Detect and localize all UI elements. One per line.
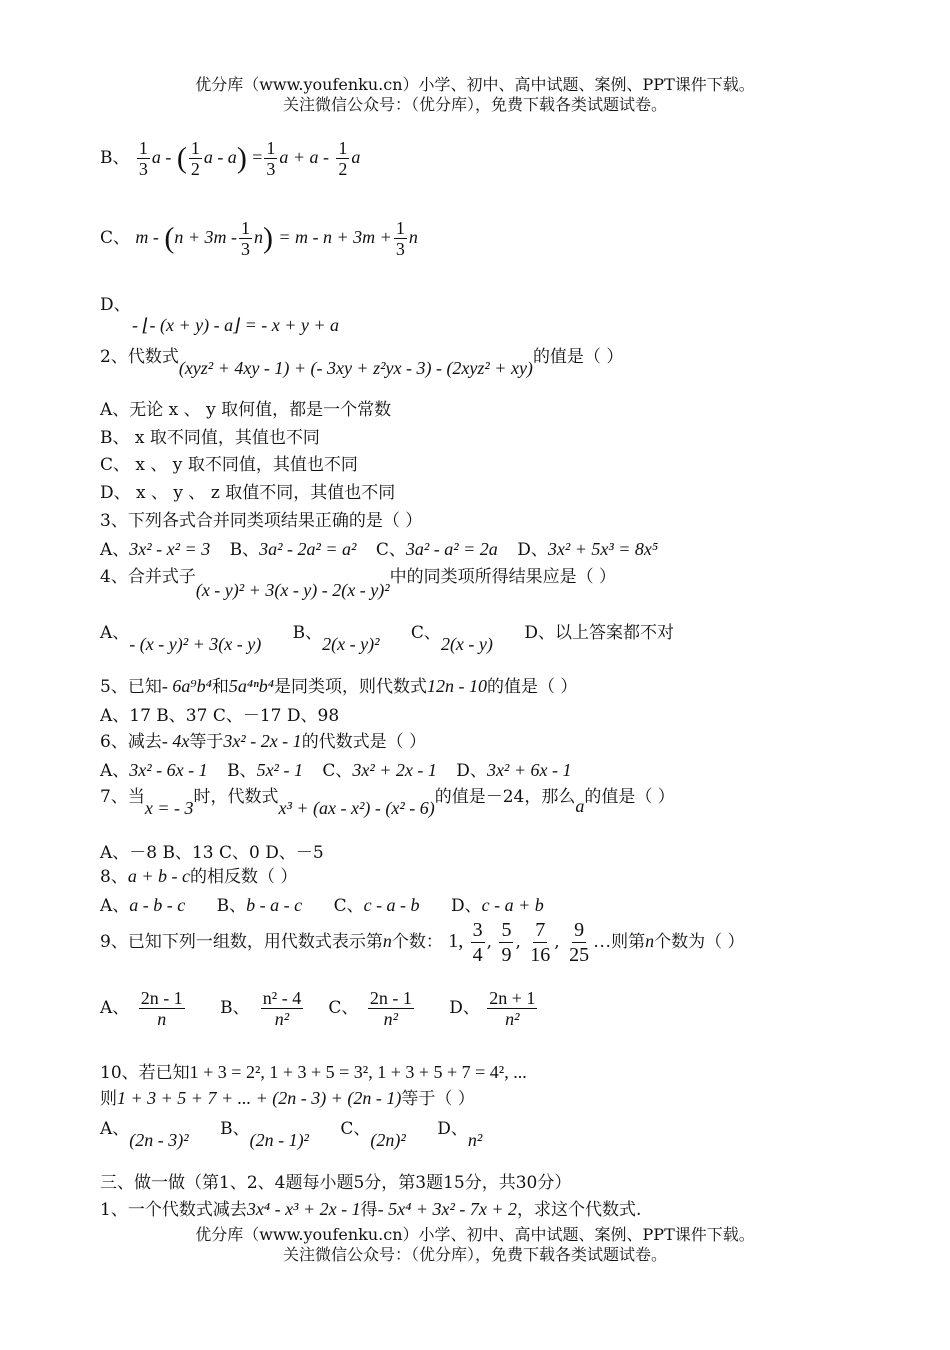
option-label: C、 xyxy=(340,1119,371,1139)
numerator: 2n - 1 xyxy=(369,988,412,1008)
math: 12n - 10 xyxy=(427,676,488,696)
q3-options xyxy=(100,535,658,560)
q7-options: A、－8 B、13 C、0 D、－5 xyxy=(100,843,324,863)
q4-stem xyxy=(100,562,617,600)
stem-text: 则第 xyxy=(611,932,646,952)
math: n xyxy=(382,931,392,951)
math: 2(x - y) xyxy=(440,634,493,654)
math: x³ + (ax - x²) - (x² - 6) xyxy=(278,798,435,818)
footer xyxy=(0,1225,950,1265)
q10-options xyxy=(100,1114,483,1150)
math: - (x - y)² + 3(x - y) xyxy=(129,634,262,654)
option-label: A、 xyxy=(100,540,130,560)
math: a xyxy=(351,147,361,167)
option-label: B、 xyxy=(229,540,260,560)
fraction xyxy=(471,918,485,967)
stem-text: 和 xyxy=(211,677,229,697)
stem-text: 1、一个代数式减去 xyxy=(100,1200,247,1220)
fraction xyxy=(528,918,552,967)
footer-line-1: 优分库（www.youfenku.cn）小学、初中、高中试题、案例、PPT课件下载。 xyxy=(195,1225,755,1244)
option-label: D、 xyxy=(449,998,480,1018)
fraction xyxy=(137,138,150,179)
denominator: n xyxy=(157,1009,167,1029)
math: x = - 3 xyxy=(144,798,194,818)
math: n² xyxy=(467,1130,483,1150)
q1-option-b xyxy=(100,138,360,179)
fraction xyxy=(366,988,416,1029)
header-line-2: 关注微信公众号：（优分库），免费下载各类试题试卷。 xyxy=(282,95,667,114)
numerator: 2n + 1 xyxy=(489,988,536,1008)
denominator: 2 xyxy=(338,159,348,179)
q2-option-a: A、无论 x 、 y 取何值，都是一个常数 xyxy=(100,400,392,420)
math: … xyxy=(593,931,612,951)
paren-right: ) xyxy=(262,221,273,255)
option-label: D、 xyxy=(450,896,482,916)
math: a + a - xyxy=(279,147,330,167)
stem-text: 时，代数式 xyxy=(193,787,279,807)
math: 3x² - 2x - 1 xyxy=(223,731,302,751)
math: 3x² + 5x³ = 8x⁵ xyxy=(547,539,659,559)
math: 3x² + 2x - 1 xyxy=(352,760,437,780)
stem-text: 8、 xyxy=(100,867,128,887)
math: m - xyxy=(135,227,159,247)
q2-option-b: B、 x 取不同值，其值也不同 xyxy=(100,428,320,448)
q2-stem xyxy=(100,342,624,378)
stem-text: 的值是（ ） xyxy=(584,787,675,807)
option-label: D、 xyxy=(437,1119,468,1139)
math: 1 + 3 = 2², 1 + 3 + 5 = 3², 1 + 3 + 5 + 7 = 4², ... xyxy=(189,1062,527,1082)
option-label: B、 xyxy=(292,623,323,643)
numerator: 9 xyxy=(574,919,585,941)
stem-text: 6、减去 xyxy=(100,732,162,752)
math: 1, xyxy=(448,930,464,952)
denominator: 4 xyxy=(472,944,483,966)
numerator: n² - 4 xyxy=(262,988,302,1008)
option-label: C、 xyxy=(328,998,359,1018)
math: 3a² - a² = 2a xyxy=(405,539,498,559)
stem-text: 中的同类项所得结果应是（ ） xyxy=(389,567,617,587)
math: - 5x⁴ + 3x² - 7x + 2 xyxy=(377,1199,517,1219)
denominator: n² xyxy=(383,1009,399,1029)
math: 3x⁴ - x³ + 2x - 1 xyxy=(246,1199,361,1219)
math: - 4x xyxy=(161,731,190,751)
stem-text: ，求这个代数式. xyxy=(517,1200,642,1220)
fraction xyxy=(567,918,591,967)
numerator: 1 xyxy=(266,138,276,158)
q1-option-c xyxy=(100,218,418,259)
stem-text: 9、已知下列一组数，用代数式表示第 xyxy=(100,932,383,952)
option-label: C、 xyxy=(375,540,406,560)
fraction xyxy=(336,138,349,179)
math: a - a xyxy=(203,147,237,167)
stem-text: 个数： xyxy=(391,932,443,952)
fraction xyxy=(499,918,513,967)
numerator: 2n - 1 xyxy=(140,988,183,1008)
denominator: 9 xyxy=(501,944,512,966)
q6-stem xyxy=(100,727,426,752)
fraction xyxy=(264,138,277,179)
stem-text: 的值是（ ） xyxy=(532,347,624,367)
math: (2n)² xyxy=(370,1130,406,1150)
math: (2n - 3)² xyxy=(129,1130,189,1150)
numerator: 7 xyxy=(535,919,546,941)
option-label: A、 xyxy=(100,761,130,781)
math: - ⌊- (x + y) - a⌋ = - x + y + a xyxy=(132,315,340,335)
stem-text: 个数为（ ） xyxy=(654,932,745,952)
stem-text: 的相反数（ ） xyxy=(189,867,298,887)
math: 5x² - 1 xyxy=(256,760,303,780)
q9-stem: 9、已知下列一组数，用代数式表示第n个数： 1, $\frac{3}{4}$ , $\frac{5}{9}$ , $\frac{7}{16}$ , $\frac{9}{25}$ …则第n个数为（ ） xyxy=(100,919,745,966)
option-label: D、 xyxy=(100,295,131,315)
math: a - b - c xyxy=(129,895,186,915)
stem-text: 得 xyxy=(360,1200,378,1220)
denominator: n² xyxy=(274,1009,290,1029)
math: 3x² + 6x - 1 xyxy=(486,760,572,780)
q3-stem: 3、下列各式合并同类项结果正确的是（ ） xyxy=(100,511,423,531)
paren-left: ( xyxy=(176,141,187,175)
stem-text: 2、代数式 xyxy=(100,347,179,367)
option-label: C、 xyxy=(322,761,353,781)
math: = m - n + 3m + xyxy=(278,227,392,247)
option-label: C、 xyxy=(333,896,364,916)
header-line-1: 优分库（www.youfenku.cn）小学、初中、高中试题、案例、PPT课件下载。 xyxy=(195,75,755,94)
option-label: B、 xyxy=(220,998,250,1018)
fraction xyxy=(487,988,537,1029)
option-label: A、 xyxy=(100,1119,130,1139)
stem-text: 7、当 xyxy=(100,787,145,807)
option-label: B、 xyxy=(100,148,130,168)
denominator: 25 xyxy=(569,944,590,966)
numerator: 1 xyxy=(138,138,148,158)
section3-title: 三、做一做（第1、2、4题每小题5分，第3题15分，共30分） xyxy=(100,1173,572,1193)
numerator: 3 xyxy=(472,919,483,941)
footer-line-2: 关注微信公众号：（优分库），免费下载各类试题试卷。 xyxy=(282,1245,667,1264)
numerator: 5 xyxy=(501,919,512,941)
paren-left: ( xyxy=(164,221,175,255)
numerator: 1 xyxy=(190,138,200,158)
option-label: D、 xyxy=(456,761,487,781)
q7-stem xyxy=(100,782,675,818)
stem-text: 等于 xyxy=(189,732,224,752)
math: n xyxy=(253,227,263,247)
denominator: 3 xyxy=(266,159,276,179)
stem-text: 的值是－24，那么 xyxy=(434,787,576,807)
q2-option-d: D、 x 、 y 、 z 取值不同，其值也不同 xyxy=(100,483,396,503)
math: (xyz² + 4xy - 1) + (- 3xy + z²yx - 3) - (2xyz² + xy) xyxy=(178,358,533,378)
math: (x - y)² + 3(x - y) - 2(x - y)² xyxy=(195,580,390,600)
denominator: n² xyxy=(505,1009,520,1029)
math: = xyxy=(252,147,263,167)
fraction xyxy=(257,988,307,1029)
option-label: A、 xyxy=(100,998,130,1018)
stem-text: 5、已知 xyxy=(100,677,162,697)
math: b - a - c xyxy=(246,895,303,915)
stem-text: 4、合并式子 xyxy=(100,567,196,587)
denominator: 2 xyxy=(190,159,200,179)
q8-stem xyxy=(100,862,297,887)
denominator: 3 xyxy=(240,239,250,259)
stem-text: 是同类项，则代数式 xyxy=(274,677,428,697)
denominator: 3 xyxy=(395,239,405,259)
numerator: 1 xyxy=(240,218,250,238)
option-label: B、 xyxy=(216,896,247,916)
q10-stem xyxy=(100,1058,527,1083)
option-label: A、 xyxy=(100,896,130,916)
option-label: B、 xyxy=(227,761,257,781)
numerator: 1 xyxy=(395,218,405,238)
math: 3a² - 2a² = a² xyxy=(259,539,357,559)
section3-q1 xyxy=(100,1195,641,1220)
option-label: B、 xyxy=(220,1119,250,1139)
numerator: 1 xyxy=(338,138,348,158)
stem-text: 的值是（ ） xyxy=(487,677,578,697)
math: n xyxy=(408,227,418,247)
option-label: D、 xyxy=(517,540,548,560)
stem-text: 10、若已知 xyxy=(100,1063,190,1083)
paren-right: ) xyxy=(236,141,247,175)
denominator: 3 xyxy=(138,159,148,179)
math: 1 + 3 + 5 + 7 + ... + (2n - 3) + (2n - 1) xyxy=(117,1088,402,1108)
math: - 6a⁹b⁴ xyxy=(161,676,212,696)
stem-text: 则 xyxy=(100,1089,117,1109)
fraction xyxy=(239,218,252,259)
math: a + b - c xyxy=(127,866,190,886)
option-label: C、 xyxy=(100,228,131,248)
q8-options xyxy=(100,891,544,916)
math: 2(x - y)² xyxy=(322,634,380,654)
math: (2n - 1)² xyxy=(249,1130,309,1150)
q9-options xyxy=(100,988,539,1029)
math: n xyxy=(645,931,655,951)
q1-option-d xyxy=(100,290,339,336)
math: n + 3m - xyxy=(174,227,237,247)
math: c - a - b xyxy=(363,895,420,915)
q5-options: A、17 B、37 C、－17 D、98 xyxy=(100,706,340,726)
fraction xyxy=(137,988,187,1029)
option-label: C、 xyxy=(410,623,441,643)
stem-text: 等于（ ） xyxy=(401,1089,475,1109)
math: a - xyxy=(151,147,172,167)
math: 3x² - x² = 3 xyxy=(129,539,211,559)
q5-stem xyxy=(100,672,577,697)
q2-option-c: C、 x 、 y 取不同值，其值也不同 xyxy=(100,455,358,475)
q4-options xyxy=(100,618,674,654)
q6-options xyxy=(100,756,571,781)
fraction xyxy=(189,138,202,179)
header xyxy=(0,75,950,115)
q10-stem-2 xyxy=(100,1084,475,1109)
math: 5a⁴ⁿb⁴ xyxy=(228,676,275,696)
stem-text: 的代数式是（ ） xyxy=(301,732,427,752)
math: 3x² - 6x - 1 xyxy=(129,760,208,780)
math: c - a + b xyxy=(481,895,544,915)
math: a xyxy=(575,796,585,816)
denominator: 16 xyxy=(530,944,551,966)
option-label: D、以上答案都不对 xyxy=(524,623,674,643)
option-label: A、 xyxy=(100,623,130,643)
fraction xyxy=(394,218,407,259)
